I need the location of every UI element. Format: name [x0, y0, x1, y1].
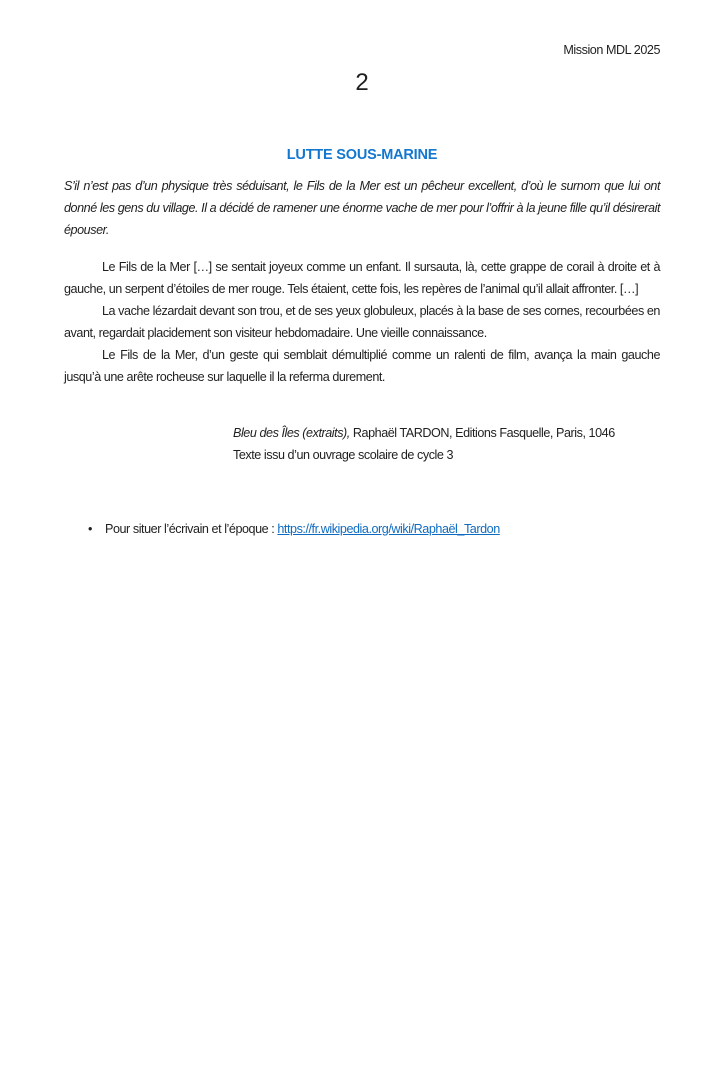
- body-paragraph-3: Le Fils de la Mer, d’un geste qui semblait démultiplié comme un ralenti de film, avança la main gauche jusqu’à une arête rocheuse sur laquelle il la referma durement.: [64, 348, 660, 384]
- page-number: 2: [355, 69, 369, 96]
- citation-block: [233, 422, 660, 466]
- bullet-list-item: [88, 518, 660, 540]
- intro-paragraph: S’il n’est pas d’un physique très séduisant, le Fils de la Mer est un pêcheur excellent, d’où le surnom que lui ont donné les gens du village. Il a décidé de ramener une énorme vache de mer pour l’offrir à la jeune fille qu’il désirerait épouser.: [64, 179, 660, 237]
- header-note: Mission MDL 2025: [563, 43, 660, 57]
- bullet-icon: •: [88, 522, 92, 536]
- citation-line-1: [233, 422, 660, 444]
- page-content: [64, 42, 660, 540]
- body-paragraph-2: La vache lézardait devant son trou, et de ses yeux globuleux, placés à la base de ses cornes, recourbées en avant, regardait placidement son visiteur hebdomadaire. Une vieille connaissance.: [64, 304, 660, 340]
- citation-line-2: Texte issu d’un ouvrage scolaire de cycle 3: [233, 448, 454, 462]
- wikipedia-link[interactable]: https://fr.wikipedia.org/wiki/Raphaël_Tardon: [277, 522, 500, 536]
- citation-credits: Raphaël TARDON, Editions Fasquelle, Paris, 1046: [349, 426, 615, 440]
- document-page: [0, 42, 724, 1066]
- bullet-label: Pour situer l’écrivain et l’époque :: [105, 522, 278, 536]
- citation-work-title: Bleu des Îles (extraits),: [233, 426, 350, 440]
- body-paragraph-1: Le Fils de la Mer […] se sentait joyeux comme un enfant. Il sursauta, là, cette grappe de corail à droite et à gauche, un serpent d’étoiles de mer rouge. Tels étaient, cette fois, les repères de l’animal qu’il allait affronter. […]: [64, 260, 660, 296]
- document-title: LUTTE SOUS-MARINE: [286, 147, 438, 163]
